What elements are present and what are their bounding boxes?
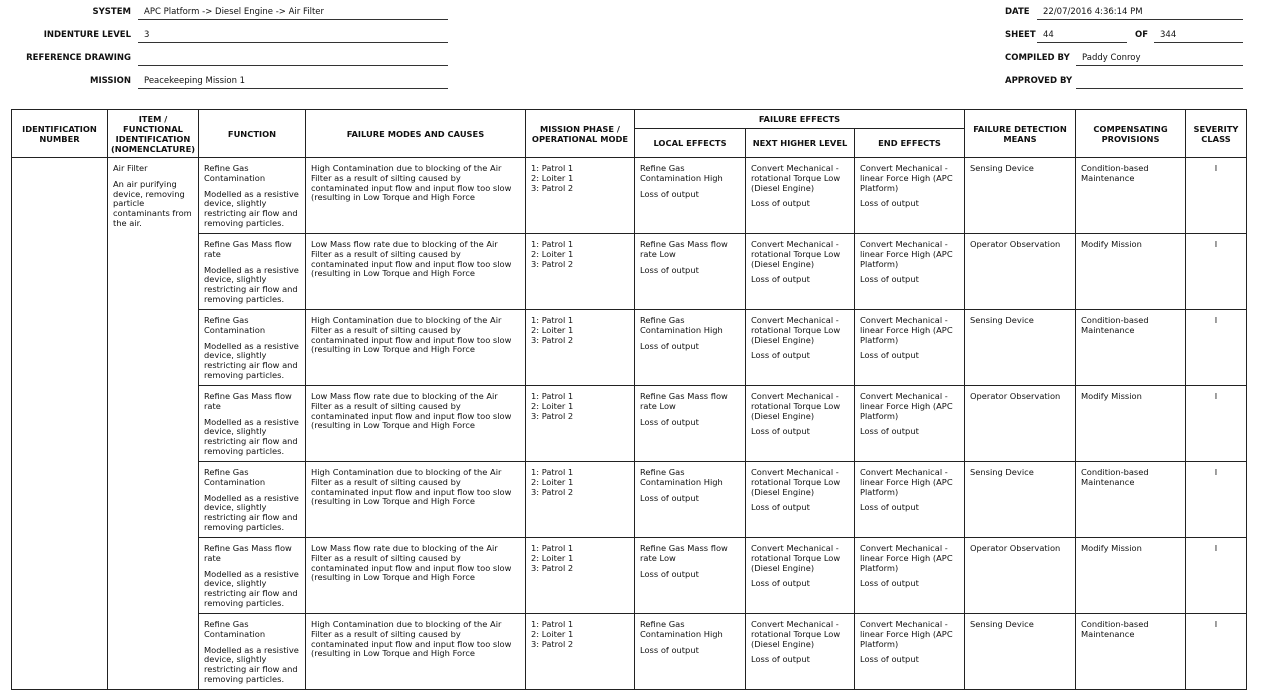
- next-higher-cell: Convert Mechanical - rotational Torque Low (Diesel Engine) Loss of output: [746, 462, 855, 538]
- next-higher-cell: Convert Mechanical - rotational Torque Low (Diesel Engine) Loss of output: [746, 538, 855, 614]
- mission-label: MISSION: [90, 76, 131, 86]
- item-description: An air purifying device, removing particle contaminants from the air.: [113, 178, 192, 228]
- compensating-cell: Modify Mission: [1076, 234, 1186, 310]
- local-effects-cell: Refine Gas Contamination High Loss of output: [635, 462, 746, 538]
- end-effects-cell: Convert Mechanical - linear Force High (APC Platform) Loss of output: [855, 614, 965, 690]
- col-failure-modes: FAILURE MODES AND CAUSES: [306, 110, 526, 158]
- identification-number-cell: [12, 158, 108, 690]
- date-value: 22/07/2016 4:36:14 PM: [1037, 6, 1243, 20]
- failure-mode-cell: High Contamination due to blocking of the Air Filter as a result of silting caused by contaminated input flow and input flow too slow (resulting in Low Torque and High Force: [306, 614, 526, 690]
- col-compensating: COMPENSATING PROVISIONS: [1076, 110, 1186, 158]
- failure-mode-cell: Low Mass flow rate due to blocking of the Air Filter as a result of silting caused by contaminated input flow and input flow too slow (resulting in Low Torque and High Force: [306, 234, 526, 310]
- detection-cell: Operator Observation: [965, 386, 1076, 462]
- col-next-higher-level: NEXT HIGHER LEVEL: [746, 129, 855, 158]
- severity-cell: I: [1186, 158, 1247, 234]
- sheet-label: SHEET: [1005, 30, 1036, 40]
- next-higher-cell: Convert Mechanical - rotational Torque Low (Diesel Engine) Loss of output: [746, 158, 855, 234]
- col-failure-effects: FAILURE EFFECTS: [635, 110, 965, 129]
- severity-cell: I: [1186, 386, 1247, 462]
- col-mission-phase: MISSION PHASE / OPERATIONAL MODE: [526, 110, 635, 158]
- col-function: FUNCTION: [199, 110, 306, 158]
- col-item: ITEM / FUNCTIONAL IDENTIFICATION (NOMENCLATURE): [108, 110, 199, 158]
- mission-phase-cell: 1: Patrol 1 2: Loiter 1 3: Patrol 2: [526, 310, 635, 386]
- col-end-effects: END EFFECTS: [855, 129, 965, 158]
- failure-mode-cell: High Contamination due to blocking of the Air Filter as a result of silting caused by contaminated input flow and input flow too slow (resulting in Low Torque and High Force: [306, 462, 526, 538]
- end-effects-cell: Convert Mechanical - linear Force High (APC Platform) Loss of output: [855, 386, 965, 462]
- col-detection: FAILURE DETECTION MEANS: [965, 110, 1076, 158]
- col-severity: SEVERITY CLASS: [1186, 110, 1247, 158]
- severity-cell: I: [1186, 614, 1247, 690]
- next-higher-cell: Convert Mechanical - rotational Torque Low (Diesel Engine) Loss of output: [746, 386, 855, 462]
- next-higher-cell: Convert Mechanical - rotational Torque Low (Diesel Engine) Loss of output: [746, 234, 855, 310]
- local-effects-cell: Refine Gas Mass flow rate Low Loss of output: [635, 386, 746, 462]
- function-cell: Refine Gas Contamination Modelled as a resistive device, slightly restricting air flow and removing particles.: [199, 158, 306, 234]
- detection-cell: Sensing Device: [965, 310, 1076, 386]
- failure-mode-cell: High Contamination due to blocking of the Air Filter as a result of silting caused by contaminated input flow and input flow too slow (resulting in Low Torque and High Force: [306, 158, 526, 234]
- severity-cell: I: [1186, 310, 1247, 386]
- function-cell: Refine Gas Contamination Modelled as a resistive device, slightly restricting air flow and removing particles.: [199, 310, 306, 386]
- compiled-by-value: Paddy Conroy: [1076, 52, 1243, 66]
- local-effects-cell: Refine Gas Mass flow rate Low Loss of output: [635, 538, 746, 614]
- indenture-level-value: 3: [138, 29, 448, 43]
- mission-phase-cell: 1: Patrol 1 2: Loiter 1 3: Patrol 2: [526, 614, 635, 690]
- detection-cell: Operator Observation: [965, 234, 1076, 310]
- end-effects-cell: Convert Mechanical - linear Force High (APC Platform) Loss of output: [855, 158, 965, 234]
- local-effects-cell: Refine Gas Contamination High Loss of output: [635, 310, 746, 386]
- severity-cell: I: [1186, 538, 1247, 614]
- col-identification-number: IDENTIFICATION NUMBER: [12, 110, 108, 158]
- compensating-cell: Condition-based Maintenance: [1076, 158, 1186, 234]
- function-cell: Refine Gas Mass flow rate Modelled as a resistive device, slightly restricting air flow and removing particles.: [199, 234, 306, 310]
- function-cell: Refine Gas Contamination Modelled as a resistive device, slightly restricting air flow and removing particles.: [199, 614, 306, 690]
- failure-mode-cell: Low Mass flow rate due to blocking of the Air Filter as a result of silting caused by contaminated input flow and input flow too slow (resulting in Low Torque and High Force: [306, 386, 526, 462]
- date-label: DATE: [1005, 7, 1030, 17]
- function-cell: Refine Gas Contamination Modelled as a resistive device, slightly restricting air flow and removing particles.: [199, 462, 306, 538]
- of-label: OF: [1135, 30, 1149, 40]
- detection-cell: Sensing Device: [965, 158, 1076, 234]
- item-cell: [108, 158, 199, 690]
- end-effects-cell: Convert Mechanical - linear Force High (APC Platform) Loss of output: [855, 462, 965, 538]
- compensating-cell: Condition-based Maintenance: [1076, 614, 1186, 690]
- mission-phase-cell: 1: Patrol 1 2: Loiter 1 3: Patrol 2: [526, 462, 635, 538]
- compensating-cell: Condition-based Maintenance: [1076, 462, 1186, 538]
- reference-drawing-label: REFERENCE DRAWING: [26, 53, 131, 63]
- end-effects-cell: Convert Mechanical - linear Force High (APC Platform) Loss of output: [855, 234, 965, 310]
- function-cell: Refine Gas Mass flow rate Modelled as a resistive device, slightly restricting air flow and removing particles.: [199, 538, 306, 614]
- compensating-cell: Modify Mission: [1076, 538, 1186, 614]
- fmea-body: [12, 158, 1247, 690]
- next-higher-cell: Convert Mechanical - rotational Torque Low (Diesel Engine) Loss of output: [746, 614, 855, 690]
- col-local-effects: LOCAL EFFECTS: [635, 129, 746, 158]
- local-effects-cell: Refine Gas Contamination High Loss of output: [635, 614, 746, 690]
- detection-cell: Sensing Device: [965, 462, 1076, 538]
- mission-phase-cell: 1: Patrol 1 2: Loiter 1 3: Patrol 2: [526, 234, 635, 310]
- next-higher-cell: Convert Mechanical - rotational Torque Low (Diesel Engine) Loss of output: [746, 310, 855, 386]
- detection-cell: Operator Observation: [965, 538, 1076, 614]
- function-cell: Refine Gas Mass flow rate Modelled as a resistive device, slightly restricting air flow and removing particles.: [199, 386, 306, 462]
- compensating-cell: Modify Mission: [1076, 386, 1186, 462]
- system-value: APC Platform -> Diesel Engine -> Air Filter: [138, 6, 448, 20]
- reference-drawing-value: [138, 52, 448, 66]
- detection-cell: Sensing Device: [965, 614, 1076, 690]
- approved-by-value: [1076, 75, 1243, 89]
- failure-mode-cell: High Contamination due to blocking of the Air Filter as a result of silting caused by contaminated input flow and input flow too slow (resulting in Low Torque and High Force: [306, 310, 526, 386]
- failure-mode-cell: Low Mass flow rate due to blocking of the Air Filter as a result of silting caused by contaminated input flow and input flow too slow (resulting in Low Torque and High Force: [306, 538, 526, 614]
- mission-phase-cell: 1: Patrol 1 2: Loiter 1 3: Patrol 2: [526, 538, 635, 614]
- local-effects-cell: Refine Gas Mass flow rate Low Loss of output: [635, 234, 746, 310]
- mission-phase-cell: 1: Patrol 1 2: Loiter 1 3: Patrol 2: [526, 386, 635, 462]
- local-effects-cell: Refine Gas Contamination High Loss of output: [635, 158, 746, 234]
- severity-cell: I: [1186, 234, 1247, 310]
- system-label: SYSTEM: [92, 7, 131, 17]
- severity-cell: I: [1186, 462, 1247, 538]
- compiled-by-label: COMPILED BY: [1005, 53, 1070, 63]
- compensating-cell: Condition-based Maintenance: [1076, 310, 1186, 386]
- end-effects-cell: Convert Mechanical - linear Force High (APC Platform) Loss of output: [855, 538, 965, 614]
- of-value: 344: [1154, 29, 1243, 43]
- end-effects-cell: Convert Mechanical - linear Force High (APC Platform) Loss of output: [855, 310, 965, 386]
- approved-by-label: APPROVED BY: [1005, 76, 1073, 86]
- mission-value: Peacekeeping Mission 1: [138, 75, 448, 89]
- fmea-table: [11, 109, 1247, 690]
- item-name: Air Filter: [113, 163, 148, 173]
- sheet-value: 44: [1037, 29, 1127, 43]
- indenture-level-label: INDENTURE LEVEL: [43, 30, 131, 40]
- mission-phase-cell: 1: Patrol 1 2: Loiter 1 3: Patrol 2: [526, 158, 635, 234]
- table-row: [12, 158, 1247, 234]
